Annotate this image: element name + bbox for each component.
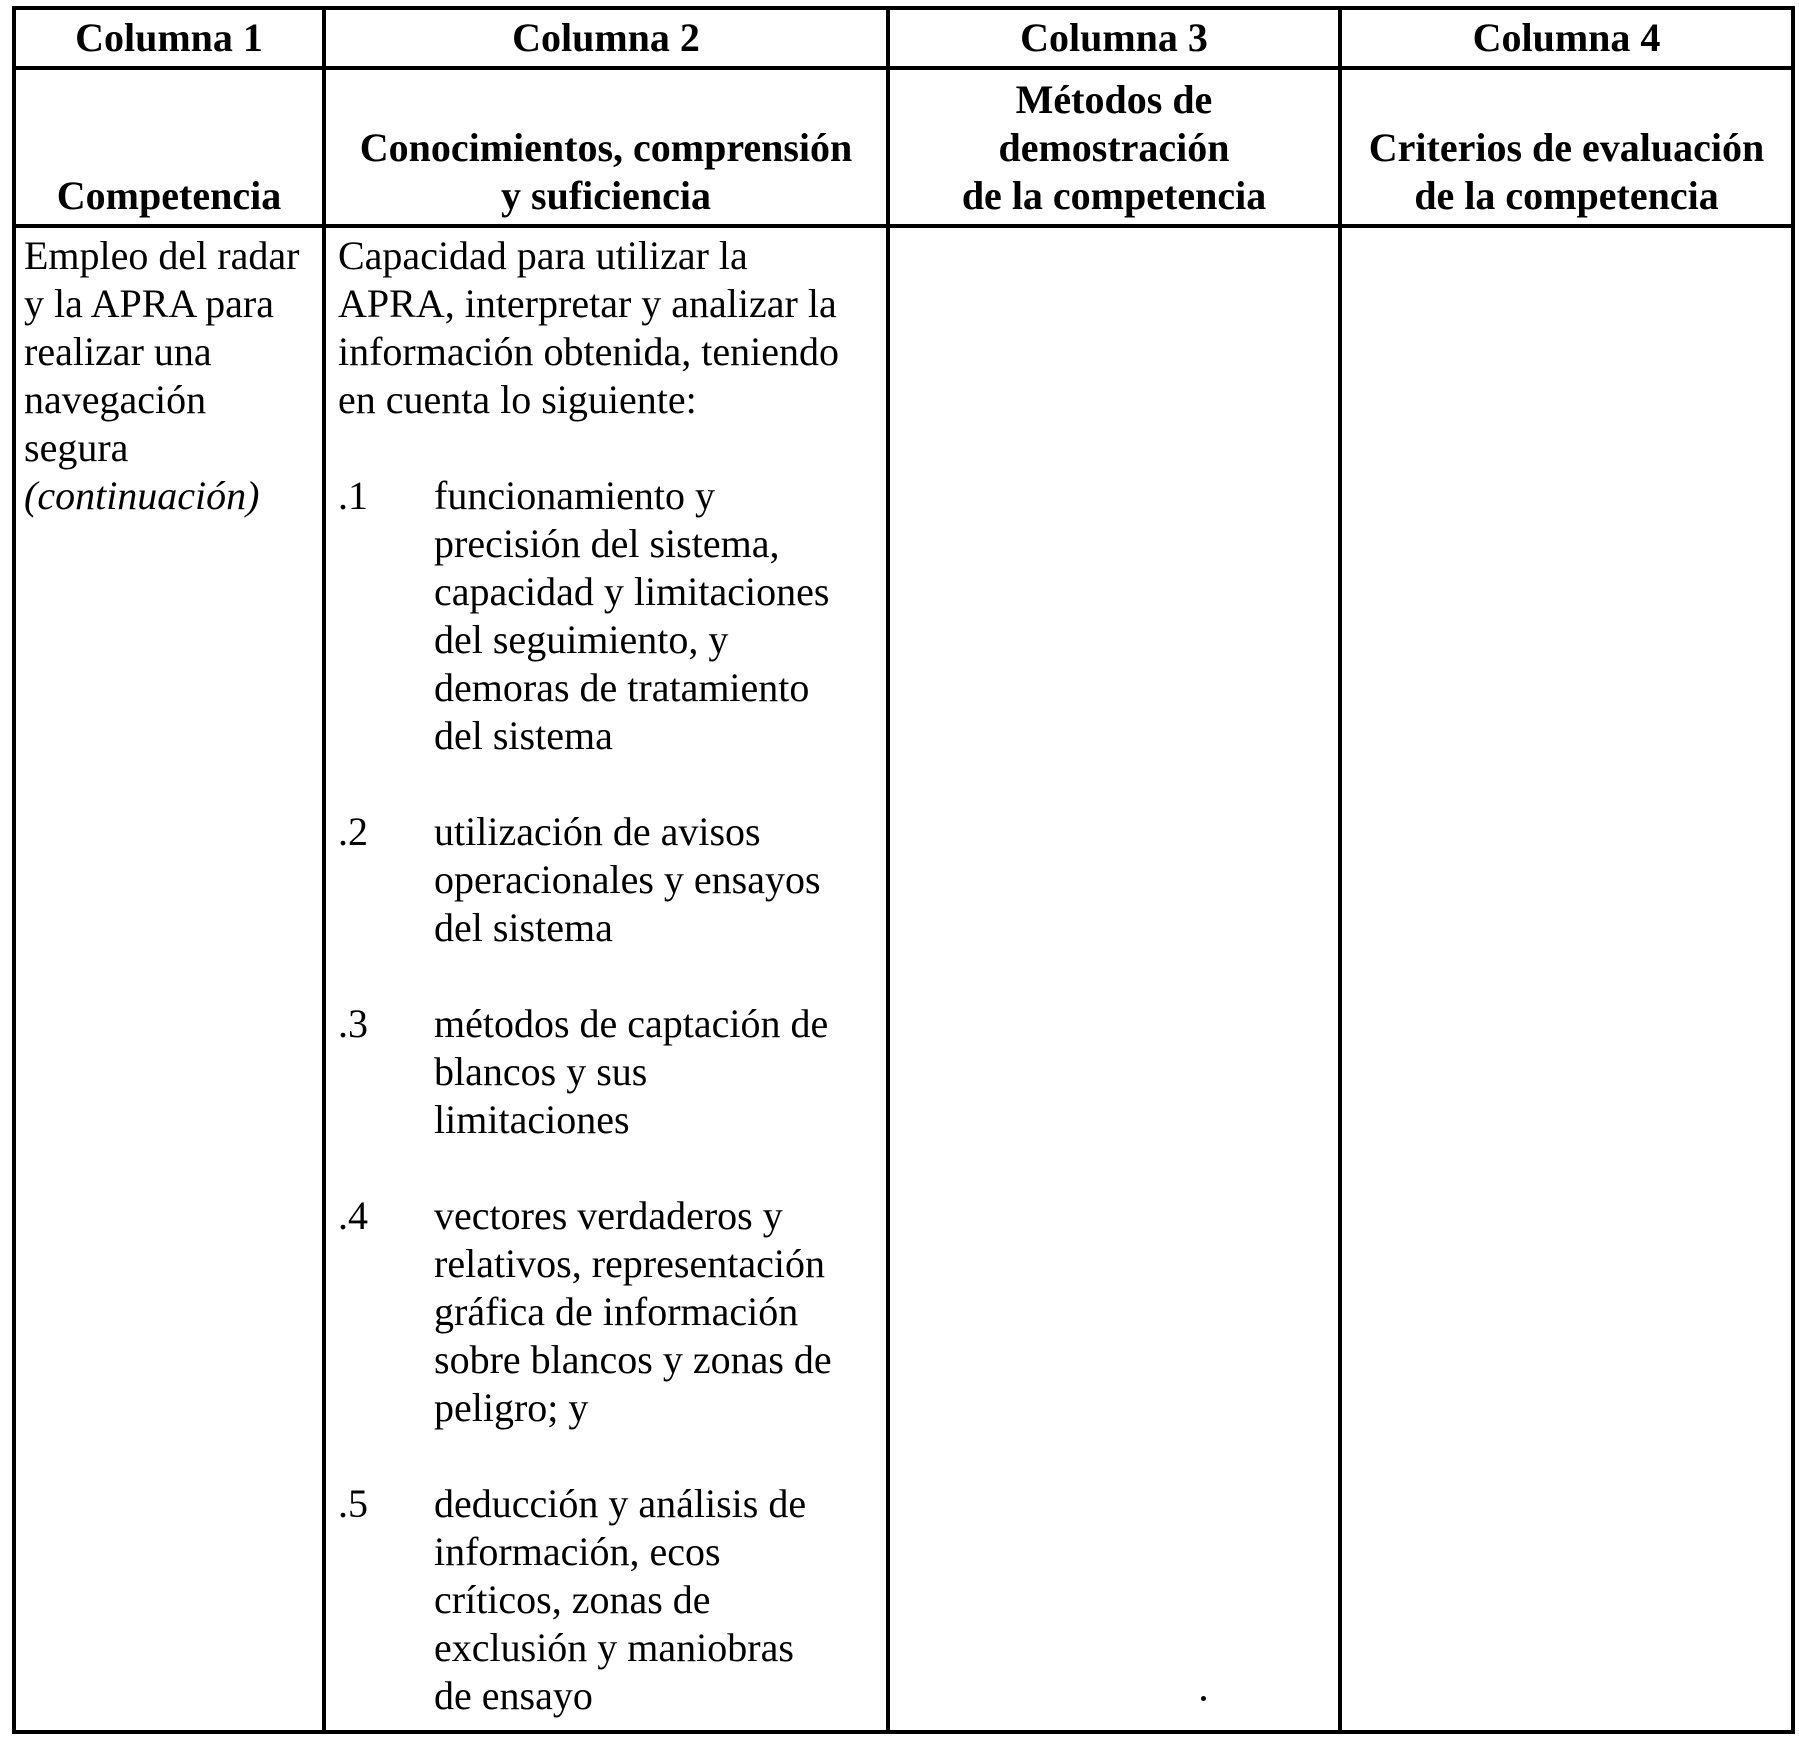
item-number: .2	[338, 809, 368, 854]
item-line: sobre blancos y zonas de	[434, 1337, 832, 1382]
item-number: .1	[338, 473, 368, 518]
header-line: Criterios de evaluación	[1368, 125, 1765, 170]
item-line: vectores verdaderos y	[434, 1193, 783, 1238]
knowledge-item-2	[338, 808, 876, 952]
column-header-row	[14, 68, 1793, 226]
header-criterios	[1340, 68, 1793, 226]
knowledge-item-1	[338, 472, 876, 760]
item-line: limitaciones	[434, 1097, 630, 1142]
item-number: .4	[338, 1193, 368, 1238]
item-line: demoras de tratamiento	[434, 665, 810, 710]
document-page	[12, 6, 1791, 1735]
item-line: funcionamiento y	[434, 473, 716, 518]
item-line: utilización de avisos	[434, 809, 761, 854]
header-line: de la competencia	[1414, 173, 1719, 218]
knowledge-item-4	[338, 1192, 876, 1432]
competence-line: segura	[24, 425, 129, 470]
item-line: información, ecos	[434, 1529, 721, 1574]
competence-line: navegación	[24, 377, 207, 422]
item-line: de ensayo	[434, 1673, 593, 1718]
item-line: gráfica de información	[434, 1289, 799, 1334]
competence-cell	[14, 226, 324, 1732]
competence-table	[12, 6, 1795, 1734]
header-conocimientos	[324, 68, 888, 226]
item-line: capacidad y limitaciones	[434, 569, 830, 614]
header-line: Métodos de	[1015, 77, 1213, 122]
knowledge-cell	[324, 226, 888, 1732]
item-line: métodos de captación de	[434, 1001, 829, 1046]
item-number: .3	[338, 1001, 368, 1046]
column-number-1: Columna 1	[14, 8, 324, 68]
knowledge-item-3	[338, 1000, 876, 1144]
column-number-row	[14, 8, 1793, 68]
header-line: y suficiencia	[501, 173, 711, 218]
intro-line: Capacidad para utilizar la	[338, 233, 748, 278]
column-number-4: Columna 4	[1340, 8, 1793, 68]
intro-line: en cuenta lo siguiente:	[338, 377, 697, 422]
header-competencia	[14, 68, 324, 226]
item-line: relativos, representación	[434, 1241, 825, 1286]
competence-line: y la APRA para	[24, 281, 274, 326]
item-number: .5	[338, 1481, 368, 1526]
header-line: demostración	[998, 125, 1230, 170]
item-line: deducción y análisis de	[434, 1481, 807, 1526]
content-row	[14, 226, 1793, 1732]
header-line: Competencia	[56, 173, 282, 218]
item-line: operacionales y ensayos	[434, 857, 821, 902]
competence-line: Empleo del radar	[24, 233, 300, 278]
header-line: Conocimientos, comprensión	[359, 125, 853, 170]
intro-line: APRA, interpretar y analizar la	[338, 281, 837, 326]
item-line: exclusión y maniobras	[434, 1625, 794, 1670]
column-number-3: Columna 3	[888, 8, 1340, 68]
item-line: peligro; y	[434, 1385, 589, 1430]
item-line: precisión del sistema,	[434, 521, 780, 566]
header-line: de la competencia	[961, 173, 1267, 218]
scan-speck	[1201, 1696, 1206, 1701]
item-line: blancos y sus	[434, 1049, 648, 1094]
item-line: del sistema	[434, 905, 613, 950]
item-line: del sistema	[434, 713, 613, 758]
competence-line: realizar una	[24, 329, 212, 374]
intro-line: información obtenida, teniendo	[338, 329, 839, 374]
criteria-cell	[1340, 226, 1793, 1732]
item-line: del seguimiento, y	[434, 617, 729, 662]
methods-cell	[888, 226, 1340, 1732]
knowledge-item-5	[338, 1480, 876, 1720]
knowledge-intro	[338, 232, 876, 424]
column-number-2: Columna 2	[324, 8, 888, 68]
continuation-note: (continuación)	[24, 473, 260, 518]
item-line: críticos, zonas de	[434, 1577, 711, 1622]
header-metodos	[888, 68, 1340, 226]
